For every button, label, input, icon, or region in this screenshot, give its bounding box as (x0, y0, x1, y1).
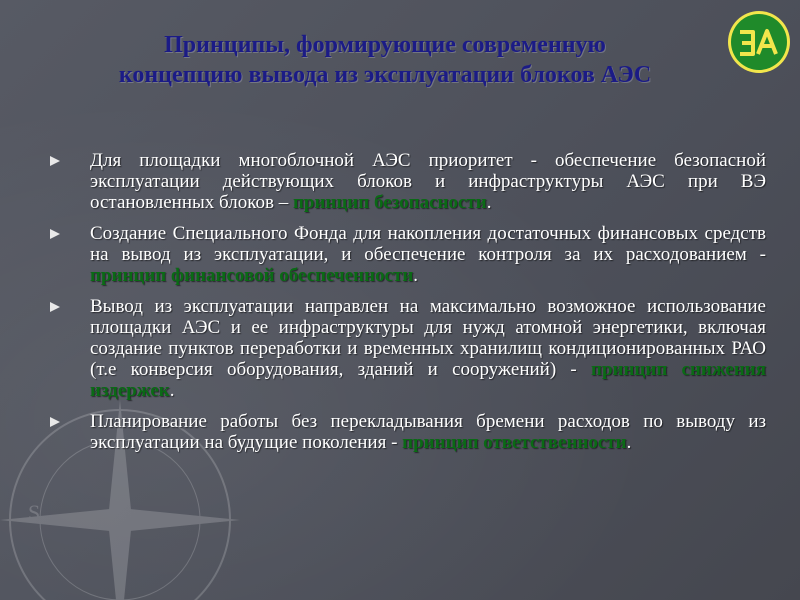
bullet-text: Планирование работы без перекладывания бремени расходов по выводу из эксплуатации на будущие поколения - (90, 411, 766, 453)
principle-label: принцип снижения издержек (90, 359, 766, 401)
bullet-arrow-icon (50, 156, 60, 166)
list-item (50, 296, 766, 401)
bullet-end: . (486, 192, 492, 213)
principle-label: принцип финансовой обеспеченности (90, 265, 414, 286)
principle-label: принцип ответственности (402, 432, 627, 453)
bullet-end: . (169, 380, 175, 401)
bullet-arrow-icon (50, 229, 60, 239)
slide-title-line-2: концепцию вывода из эксплуатации блоков АЭС (118, 62, 652, 88)
bullet-text: Создание Специального Фонда для накопления достаточных финансовых средств на вывод из эксплуатации, и обеспечение контроля за их расходованием - (90, 223, 766, 265)
slide-title (60, 30, 710, 90)
bullet-arrow-icon (50, 417, 60, 427)
bullet-end: . (626, 432, 632, 453)
list-item (50, 411, 766, 453)
bullet-end: . (413, 265, 419, 286)
list-item (50, 150, 766, 213)
slide-title-line-1: Принципы, формирующие современную (164, 32, 606, 58)
ea-logo-icon (727, 10, 791, 74)
principles-list (50, 150, 766, 463)
svg-text:S: S (28, 500, 41, 525)
bullet-arrow-icon (50, 302, 60, 312)
bullet-text: Вывод из эксплуатации направлен на максимально возможное использование площадки АЭС и ее инфраструктуры для нужд атомной энергетики, включая создание пунктов переработки и временных хранилищ кондиционированных РАО (т.е конверсия оборудования, зданий и сооружений) - (90, 296, 766, 380)
principle-label: принцип безопасности (292, 192, 487, 213)
list-item (50, 223, 766, 286)
bullet-text: Для площадки многоблочной АЭС приоритет - обеспечение безопасной эксплуатации действующих блоков и инфраструктуры АЭС при ВЭ остановленных блоков – (90, 150, 766, 213)
